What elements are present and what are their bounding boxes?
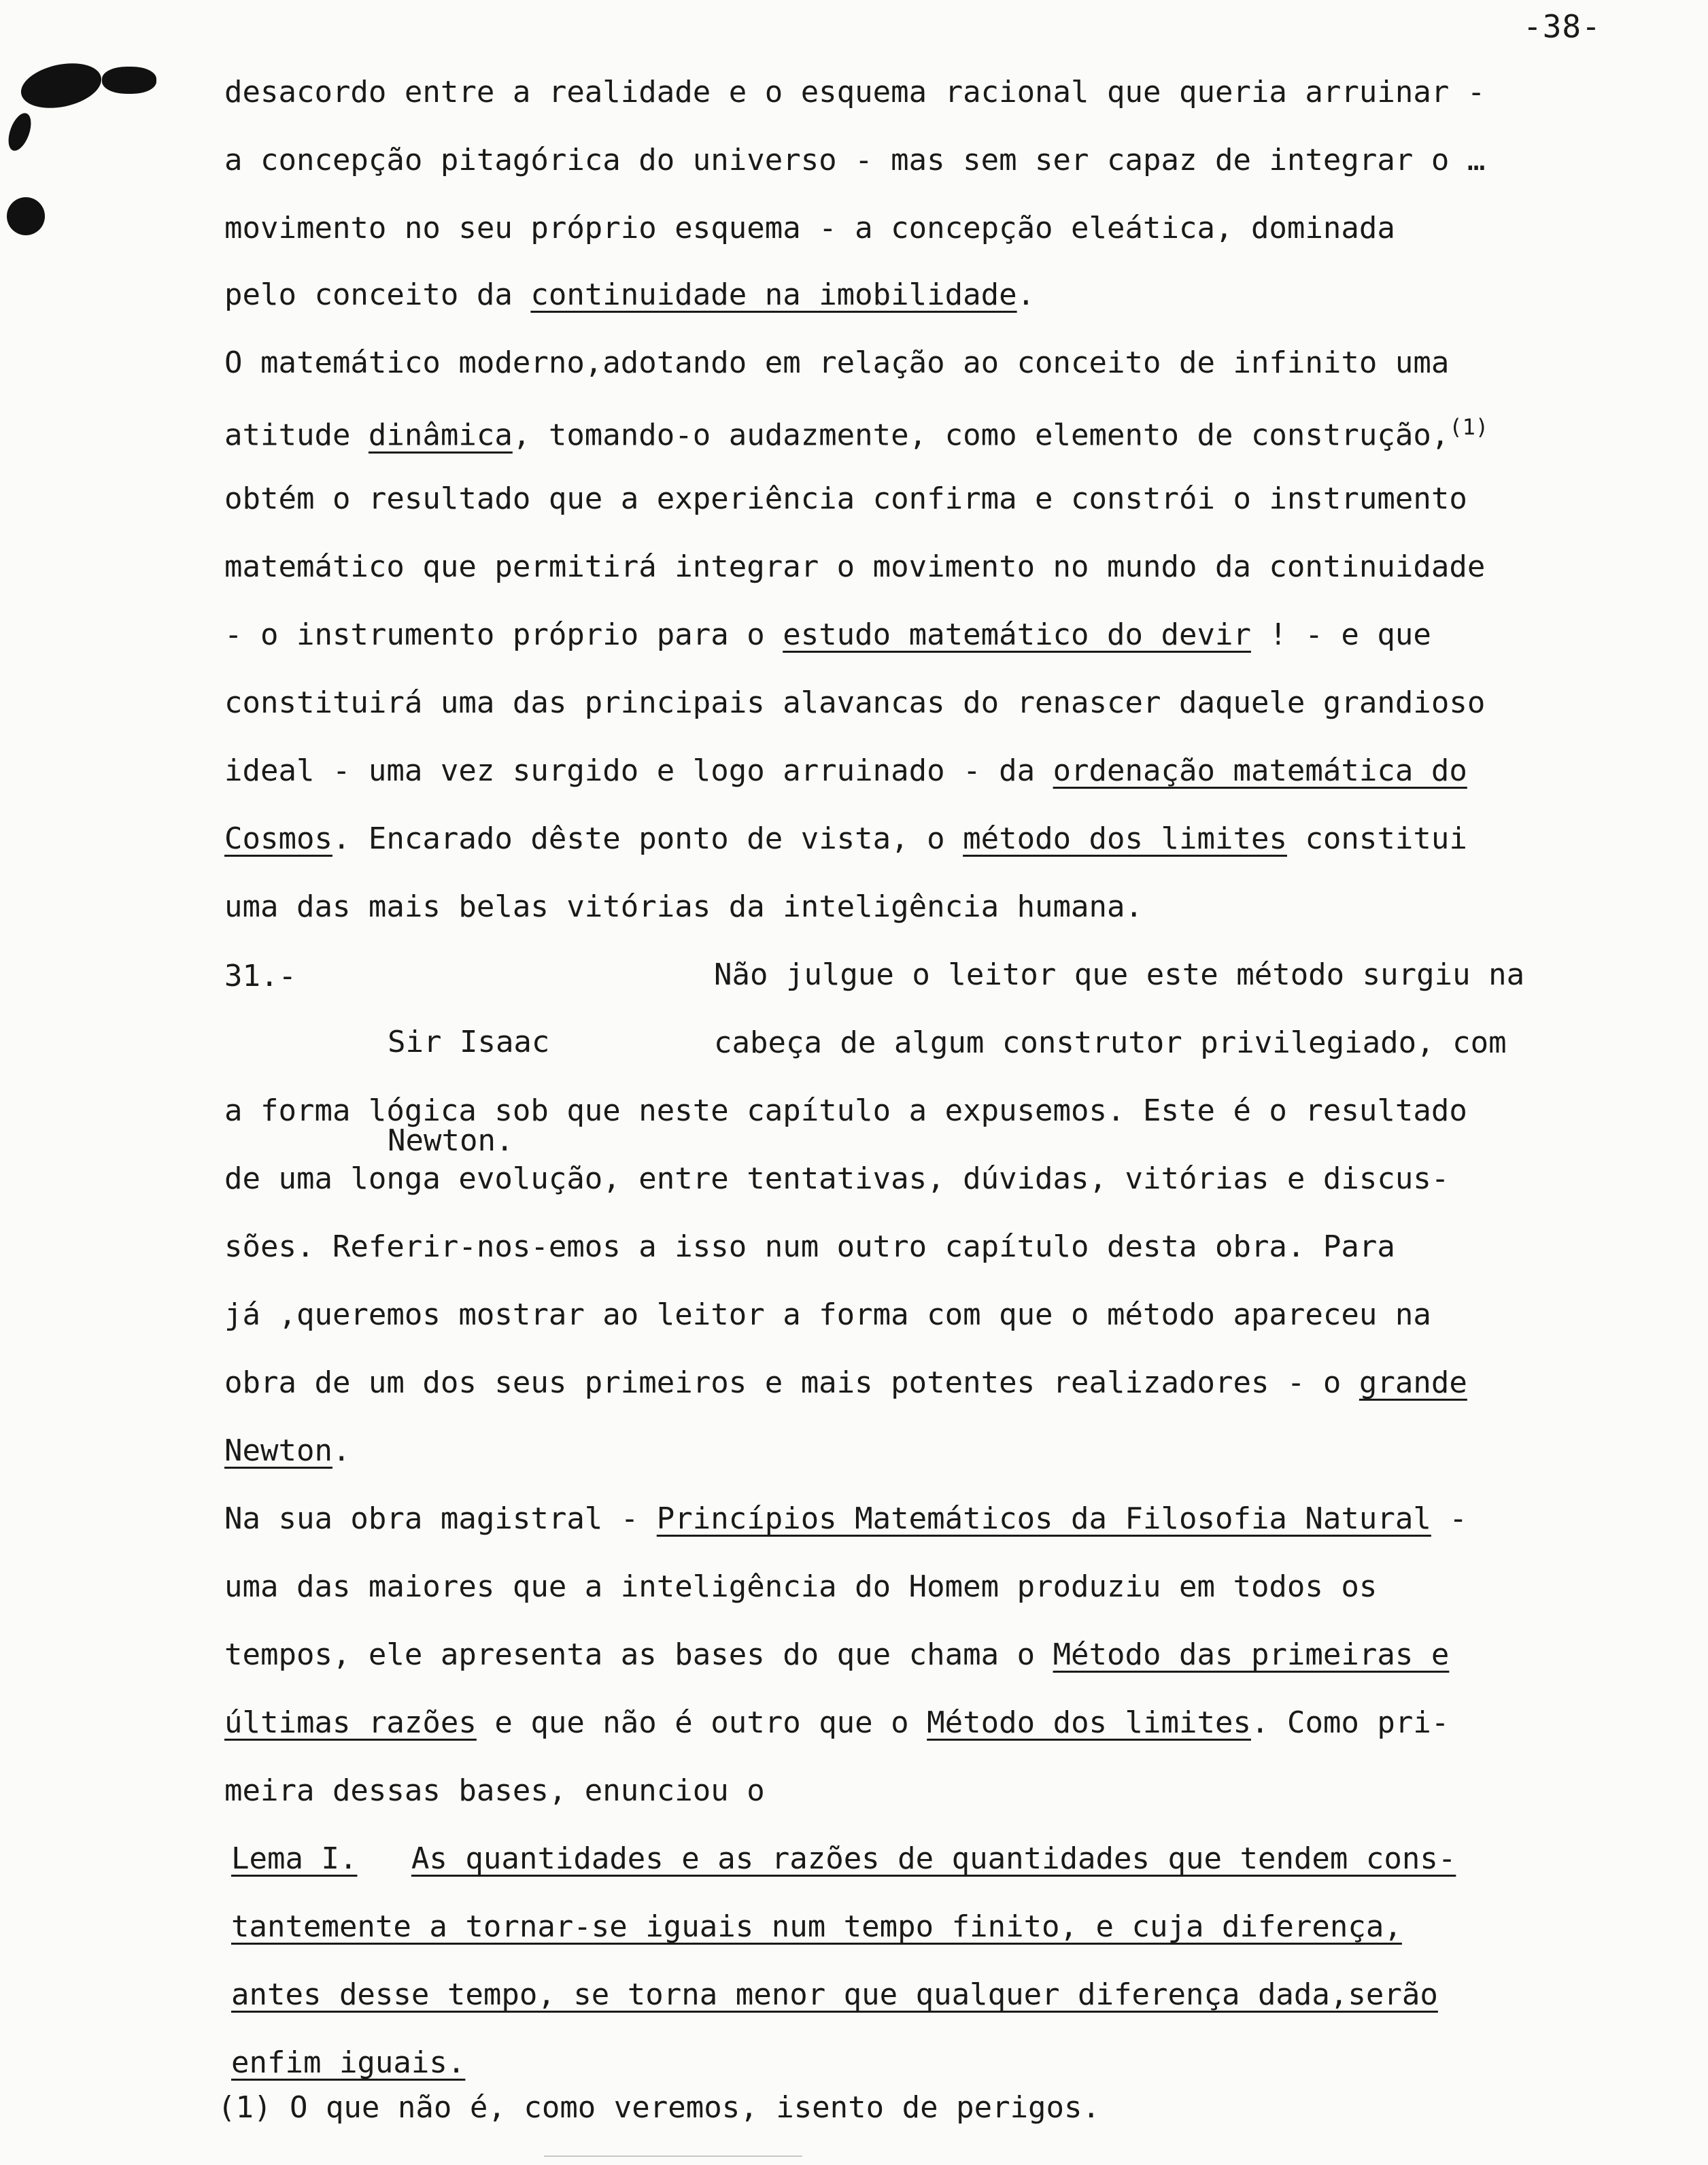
underlined-phrase: continuidade na imobilidade	[530, 277, 1017, 312]
lemma-label: Lema I.	[231, 1841, 358, 1876]
footnote: (1) O que não é, como veremos, isento de perigos.	[218, 2090, 1101, 2125]
text-line	[224, 1501, 1467, 1536]
underlined-phrase: Cosmos	[224, 821, 332, 856]
lemma-line: antes desse tempo, se torna menor que qualquer diferença dada,serão	[231, 1977, 1438, 2012]
text-segment: e que não é outro que o	[476, 1705, 927, 1740]
text-line: uma das mais belas vitórias da inteligência humana.	[224, 889, 1144, 924]
section-number: 31.-	[224, 959, 296, 993]
footnote-marker: (1)	[1449, 414, 1489, 440]
underlined-phrase: método dos limites	[963, 821, 1287, 856]
text-line: sões. Referir-nos-emos a isso num outro capítulo desta obra. Para	[224, 1229, 1395, 1264]
text-segment	[357, 1841, 411, 1876]
text-line	[224, 416, 1488, 451]
text-line: de uma longa evolução, entre tentativas, dúvidas, vitórias e discus-	[224, 1161, 1450, 1196]
text-line	[224, 1433, 351, 1468]
text-line: uma das maiores que a inteligência do Homem produziu em todos os	[224, 1569, 1378, 1604]
footnote-rule	[544, 2155, 802, 2157]
underlined-phrase: Método dos limites	[927, 1705, 1251, 1740]
lemma-line: enfim iguais.	[231, 2045, 466, 2080]
text-line	[224, 617, 1431, 652]
lemma-line: tantemente a tornar-se iguais num tempo finito, e cuja diferença,	[231, 1909, 1402, 1944]
text-segment: - o instrumento próprio para o	[224, 617, 783, 652]
underlined-phrase: Newton	[224, 1433, 332, 1468]
text-segment: pelo conceito da	[224, 277, 531, 312]
text-line	[224, 277, 1036, 312]
text-line: meira dessas bases, enunciou o	[224, 1773, 765, 1808]
underlined-phrase: ordenação matemática do	[1053, 753, 1467, 788]
section-heading-line: Newton.	[388, 1123, 514, 1158]
ink-blot	[102, 67, 156, 94]
text-line: desacordo entre a realidade e o esquema racional que queria arruinar -	[224, 75, 1486, 109]
text-line: O matemático moderno,adotando em relação ao conceito de infinito uma	[224, 345, 1450, 380]
ink-blot	[7, 197, 45, 235]
text-line	[224, 1365, 1467, 1400]
text-line	[224, 1705, 1450, 1740]
underlined-phrase: últimas razões	[224, 1705, 477, 1740]
underlined-phrase: dinâmica	[368, 417, 513, 453]
text-line: obtém o resultado que a experiência confirma e constrói o instrumento	[224, 481, 1467, 516]
text-segment: . Encarado dêste ponto de vista, o	[332, 821, 963, 856]
underlined-phrase: grande	[1359, 1365, 1467, 1400]
text-segment: ! - e que	[1250, 617, 1431, 652]
underlined-phrase: Princípios Matemáticos da Filosofia Natural	[656, 1501, 1431, 1536]
text-line: matemático que permitirá integrar o movimento no mundo da continuidade	[224, 549, 1486, 584]
text-segment: obra de um dos seus primeiros e mais potentes realizadores - o	[224, 1365, 1359, 1400]
text-segment: Na sua obra magistral -	[224, 1501, 657, 1536]
text-segment: constitui	[1286, 821, 1467, 856]
text-line: a concepção pitagórica do universo - mas sem ser capaz de integrar o …	[224, 143, 1486, 177]
lemma-line	[231, 1841, 1456, 1876]
ink-blot	[4, 110, 35, 154]
text-line	[224, 753, 1467, 788]
text-segment: . Como pri-	[1250, 1705, 1450, 1740]
text-line: movimento no seu próprio esquema - a concepção eleática, dominada	[224, 211, 1395, 245]
section-heading-line: Sir Isaac	[388, 1024, 550, 1059]
text-segment: .	[1017, 277, 1036, 312]
text-segment: .	[332, 1433, 351, 1468]
text-line	[224, 821, 1467, 856]
text-segment: atitude	[224, 417, 369, 453]
text-segment: tempos, ele apresenta as bases do que chama o	[224, 1637, 1053, 1672]
lemma-text: As quantidades e as razões de quantidades que tendem cons-	[411, 1841, 1456, 1876]
page-number: -38-	[1523, 8, 1601, 45]
text-line: a forma lógica sob que neste capítulo a expusemos. Este é o resultado	[224, 1093, 1467, 1128]
text-line: já ,queremos mostrar ao leitor a forma com que o método apareceu na	[224, 1297, 1431, 1332]
underlined-phrase: Método das primeiras e	[1053, 1637, 1450, 1672]
text-segment: ideal - uma vez surgido e logo arruinado - da	[224, 753, 1053, 788]
text-segment: , tomando-o audazmente, como elemento de construção,	[512, 417, 1450, 453]
text-line: cabeça de algum construtor privilegiado, com	[714, 1025, 1507, 1060]
text-line	[224, 1637, 1450, 1672]
text-line: constituirá uma das principais alavancas do renascer daquele grandioso	[224, 685, 1486, 720]
section-heading	[388, 960, 549, 1191]
text-line: Não julgue o leitor que este método surgiu na	[714, 957, 1525, 992]
ink-blot	[17, 56, 105, 115]
text-segment: -	[1431, 1501, 1467, 1536]
underlined-phrase: estudo matemático do devir	[783, 617, 1251, 652]
